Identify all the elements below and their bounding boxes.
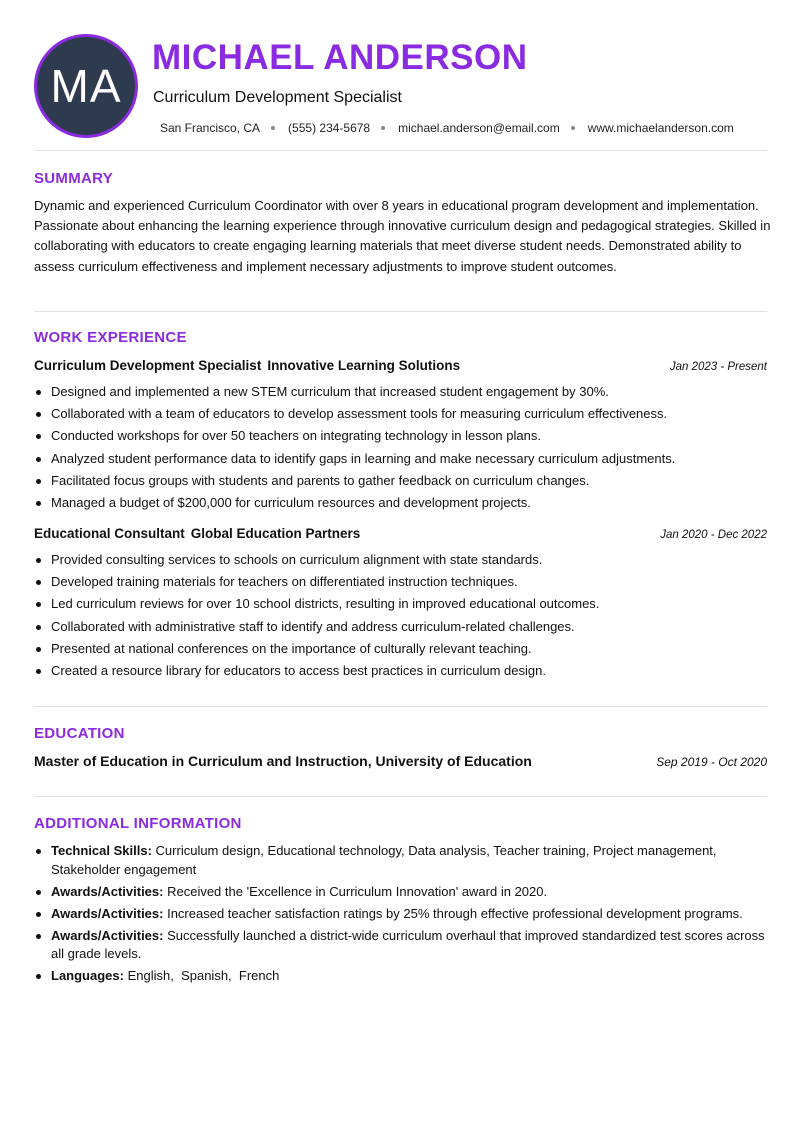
list-item: Collaborated with a team of educators to develop assessment tools for measuring curriculum effectiveness. xyxy=(34,406,774,422)
job-role: Educational Consultant xyxy=(34,526,185,541)
list-item: Created a resource library for educators to access best practices in curriculum design. xyxy=(34,663,774,679)
additional-info-list xyxy=(34,842,774,989)
avatar-initials: MA xyxy=(50,60,122,112)
list-item: Presented at national conferences on the importance of culturally relevant teaching. xyxy=(34,641,774,657)
list-item: Collaborated with administrative staff to identify and address curriculum-related challenges. xyxy=(34,619,774,635)
list-item xyxy=(34,927,774,964)
list-item: Conducted workshops for over 50 teachers on integrating technology in lesson plans. xyxy=(34,428,774,444)
job-title: Curriculum Development Specialist xyxy=(153,89,402,106)
degree: Master of Education in Curriculum and Instruction, University of Education xyxy=(34,753,532,769)
summary-text: Dynamic and experienced Curriculum Coordinator with over 8 years in educational program development and implementation. Passionate about enhancing the learning experience through innovative curriculum design and pedagogical strategies. Skilled in collaborating with educators to create engaging learning materials that meet diverse student needs. Demonstrated ability to assess curriculum effectiveness and implement necessary adjustments to improve student outcomes. xyxy=(34,198,771,274)
avatar xyxy=(34,34,138,138)
job-header xyxy=(34,526,767,541)
list-item: Managed a budget of $200,000 for curriculum resources and development projects. xyxy=(34,495,774,511)
info-label: Technical Skills: xyxy=(51,843,152,858)
divider xyxy=(34,311,767,312)
info-text: Increased teacher satisfaction ratings by 25% through effective professional development programs. xyxy=(167,905,743,921)
info-text: Successfully launched a district-wide curriculum overhaul that improved standardized test scores across all grade levels. xyxy=(51,927,765,961)
info-label: Awards/Activities: xyxy=(51,927,164,943)
info-text: Received the 'Excellence in Curriculum Innovation' award in 2020. xyxy=(167,883,548,899)
list-item: Provided consulting services to schools on curriculum alignment with state standards. xyxy=(34,552,774,568)
job-bullets xyxy=(34,552,774,685)
job-header xyxy=(34,358,767,373)
info-label: Awards/Activities: xyxy=(51,883,164,899)
info-text: English, Spanish, French xyxy=(127,968,280,983)
contact-bar xyxy=(160,121,734,135)
divider xyxy=(34,796,767,797)
job-role: Curriculum Development Specialist xyxy=(34,358,262,373)
separator-dot xyxy=(571,126,575,130)
contact-email[interactable]: michael.anderson@email.com xyxy=(398,121,560,135)
list-item xyxy=(34,842,774,879)
info-text: Curriculum design, Educational technology, Data analysis, Teacher training, Project management, Stakeholder engagement xyxy=(51,843,717,877)
job-dates: Jan 2023 - Present xyxy=(669,361,767,373)
summary-heading: SUMMARY xyxy=(34,170,114,187)
job-bullets xyxy=(34,384,774,517)
job-dates: Jan 2020 - Dec 2022 xyxy=(660,529,767,541)
separator-dot xyxy=(381,126,385,130)
divider xyxy=(34,150,767,151)
list-item: Facilitated focus groups with students and parents to gather feedback on curriculum changes. xyxy=(34,473,774,489)
list-item xyxy=(34,883,774,902)
education-entry xyxy=(34,753,767,769)
list-item: Analyzed student performance data to identify gaps in learning and make necessary curriculum adjustments. xyxy=(34,451,774,467)
list-item xyxy=(34,905,774,924)
contact-website[interactable]: www.michaelanderson.com xyxy=(587,121,734,135)
list-item xyxy=(34,967,774,986)
contact-phone: (555) 234-5678 xyxy=(288,121,371,135)
separator-dot xyxy=(271,126,275,130)
additional-info-heading: ADDITIONAL INFORMATION xyxy=(34,815,242,832)
job-role-company xyxy=(34,358,460,373)
education-dates: Sep 2019 - Oct 2020 xyxy=(656,755,767,769)
list-item: Led curriculum reviews for over 10 school districts, resulting in improved educational outcomes. xyxy=(34,596,774,612)
job-company: Global Education Partners xyxy=(190,526,361,541)
info-label: Languages: xyxy=(51,968,124,983)
contact-location: San Francisco, CA xyxy=(160,121,261,135)
job-company: Innovative Learning Solutions xyxy=(267,358,461,373)
job-role-company xyxy=(34,526,360,541)
list-item: Developed training materials for teachers on differentiated instruction techniques. xyxy=(34,574,774,590)
education-heading: EDUCATION xyxy=(34,725,125,742)
candidate-name: MICHAEL ANDERSON xyxy=(152,38,528,77)
work-experience-heading: WORK EXPERIENCE xyxy=(34,329,187,346)
list-item: Designed and implemented a new STEM curriculum that increased student engagement by 30%. xyxy=(34,384,774,400)
info-label: Awards/Activities: xyxy=(51,905,164,921)
divider xyxy=(34,706,767,707)
